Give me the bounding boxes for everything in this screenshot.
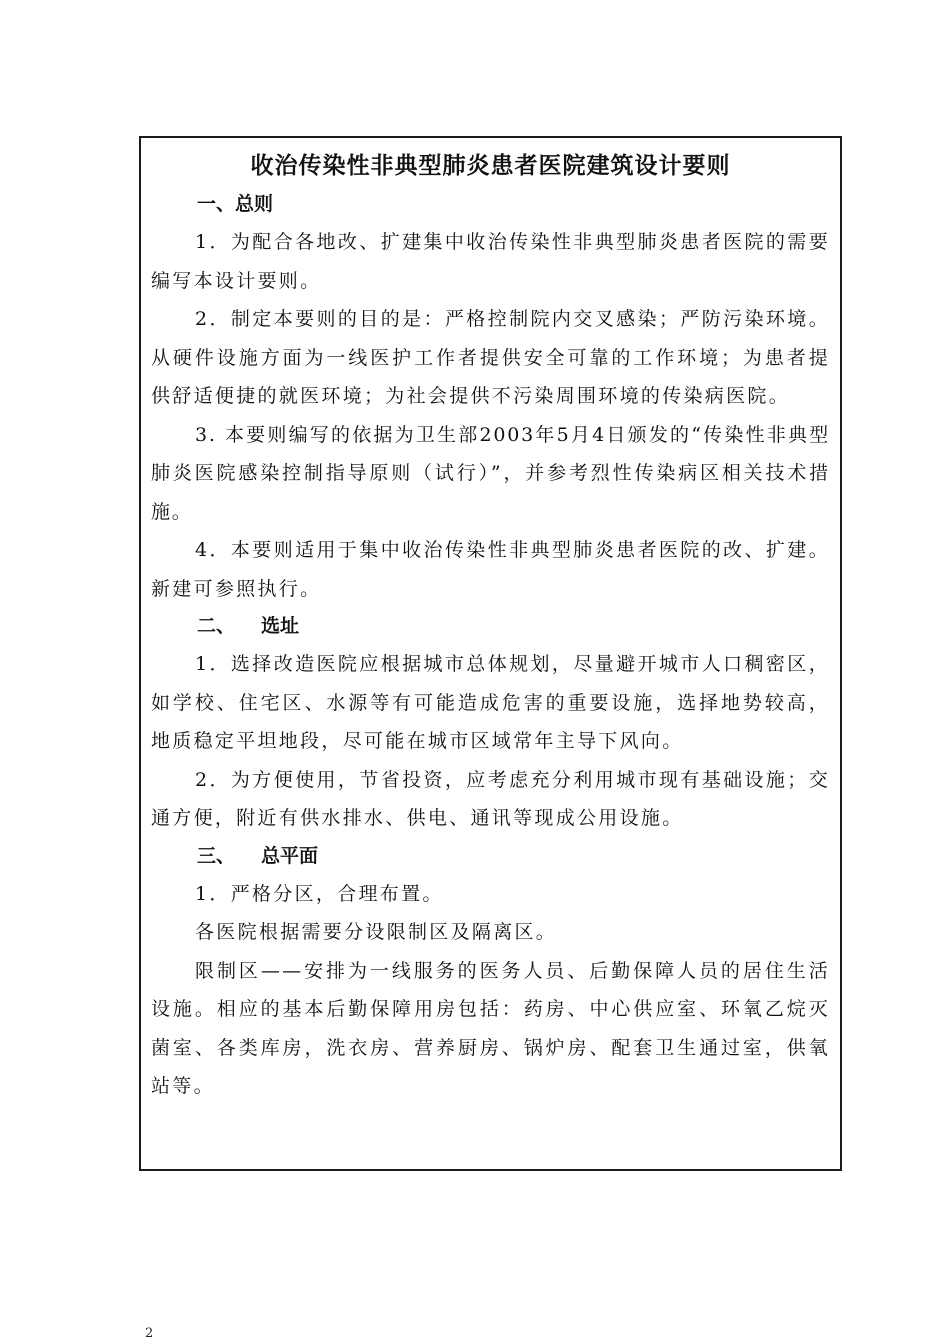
paragraph: 1．为配合各地改、扩建集中收治传染性非典型肺炎患者医院的需要编写本设计要则。	[151, 231, 830, 292]
page-number: 2	[145, 1326, 154, 1341]
section-title: 选址	[261, 615, 300, 637]
document-frame	[139, 136, 842, 1171]
section-number: 三、	[197, 844, 236, 867]
paragraph: 3. 本要则编写的依据为卫生部2003年5月4日颁发的“传染性非典型肺炎医院感染控制指导原则（试行）”，并参考烈性传染病区相关技术措施。	[151, 423, 830, 523]
paragraph: 各医院根据需要分设限制区及隔离区。	[195, 921, 558, 943]
paragraph: 2．制定本要则的目的是：严格控制院内交叉感染；严防污染环境。从硬件设施方面为一线医护工作者提供安全可靠的工作环境；为患者提供舒适便捷的就医环境；为社会提供不污染周围环境的传染病医院。	[151, 308, 830, 407]
paragraph: 限制区——安排为一线服务的医务人员、后勤保障人员的居住生活设施。相应的基本后勤保障用房包括：药房、中心供应室、环氧乙烷灭菌室、各类库房，洗衣房、营养厨房、锅炉房、配套卫生通过室，供氧站等。	[151, 959, 830, 1097]
section-title: 总则	[235, 193, 274, 215]
section-heading-master-plan	[151, 838, 830, 875]
paragraph: 2．为方便使用，节省投资，应考虑充分利用城市现有基础设施；交通方便，附近有供水排水、供电、通讯等现成公用设施。	[151, 768, 830, 829]
section-number: 一、	[197, 193, 236, 215]
paragraph: 1．严格分区，合理布置。	[195, 882, 444, 905]
section-heading-site-selection	[151, 608, 830, 645]
section-number: 二、	[197, 615, 236, 637]
document-title: 收治传染性非典型肺炎患者医院建筑设计要则	[250, 153, 731, 179]
section-title: 总平面	[261, 844, 319, 867]
paragraph: 4．本要则适用于集中收治传染性非典型肺炎患者医院的改、扩建。新建可参照执行。	[151, 539, 830, 600]
paragraph: 1．选择改造医院应根据城市总体规划，尽量避开城市人口稠密区，如学校、住宅区、水源等有可能造成危害的重要设施，选择地势较高，地质稳定平坦地段，尽可能在城市区域常年主导下风向。	[151, 653, 830, 752]
section-heading-general	[151, 186, 830, 223]
